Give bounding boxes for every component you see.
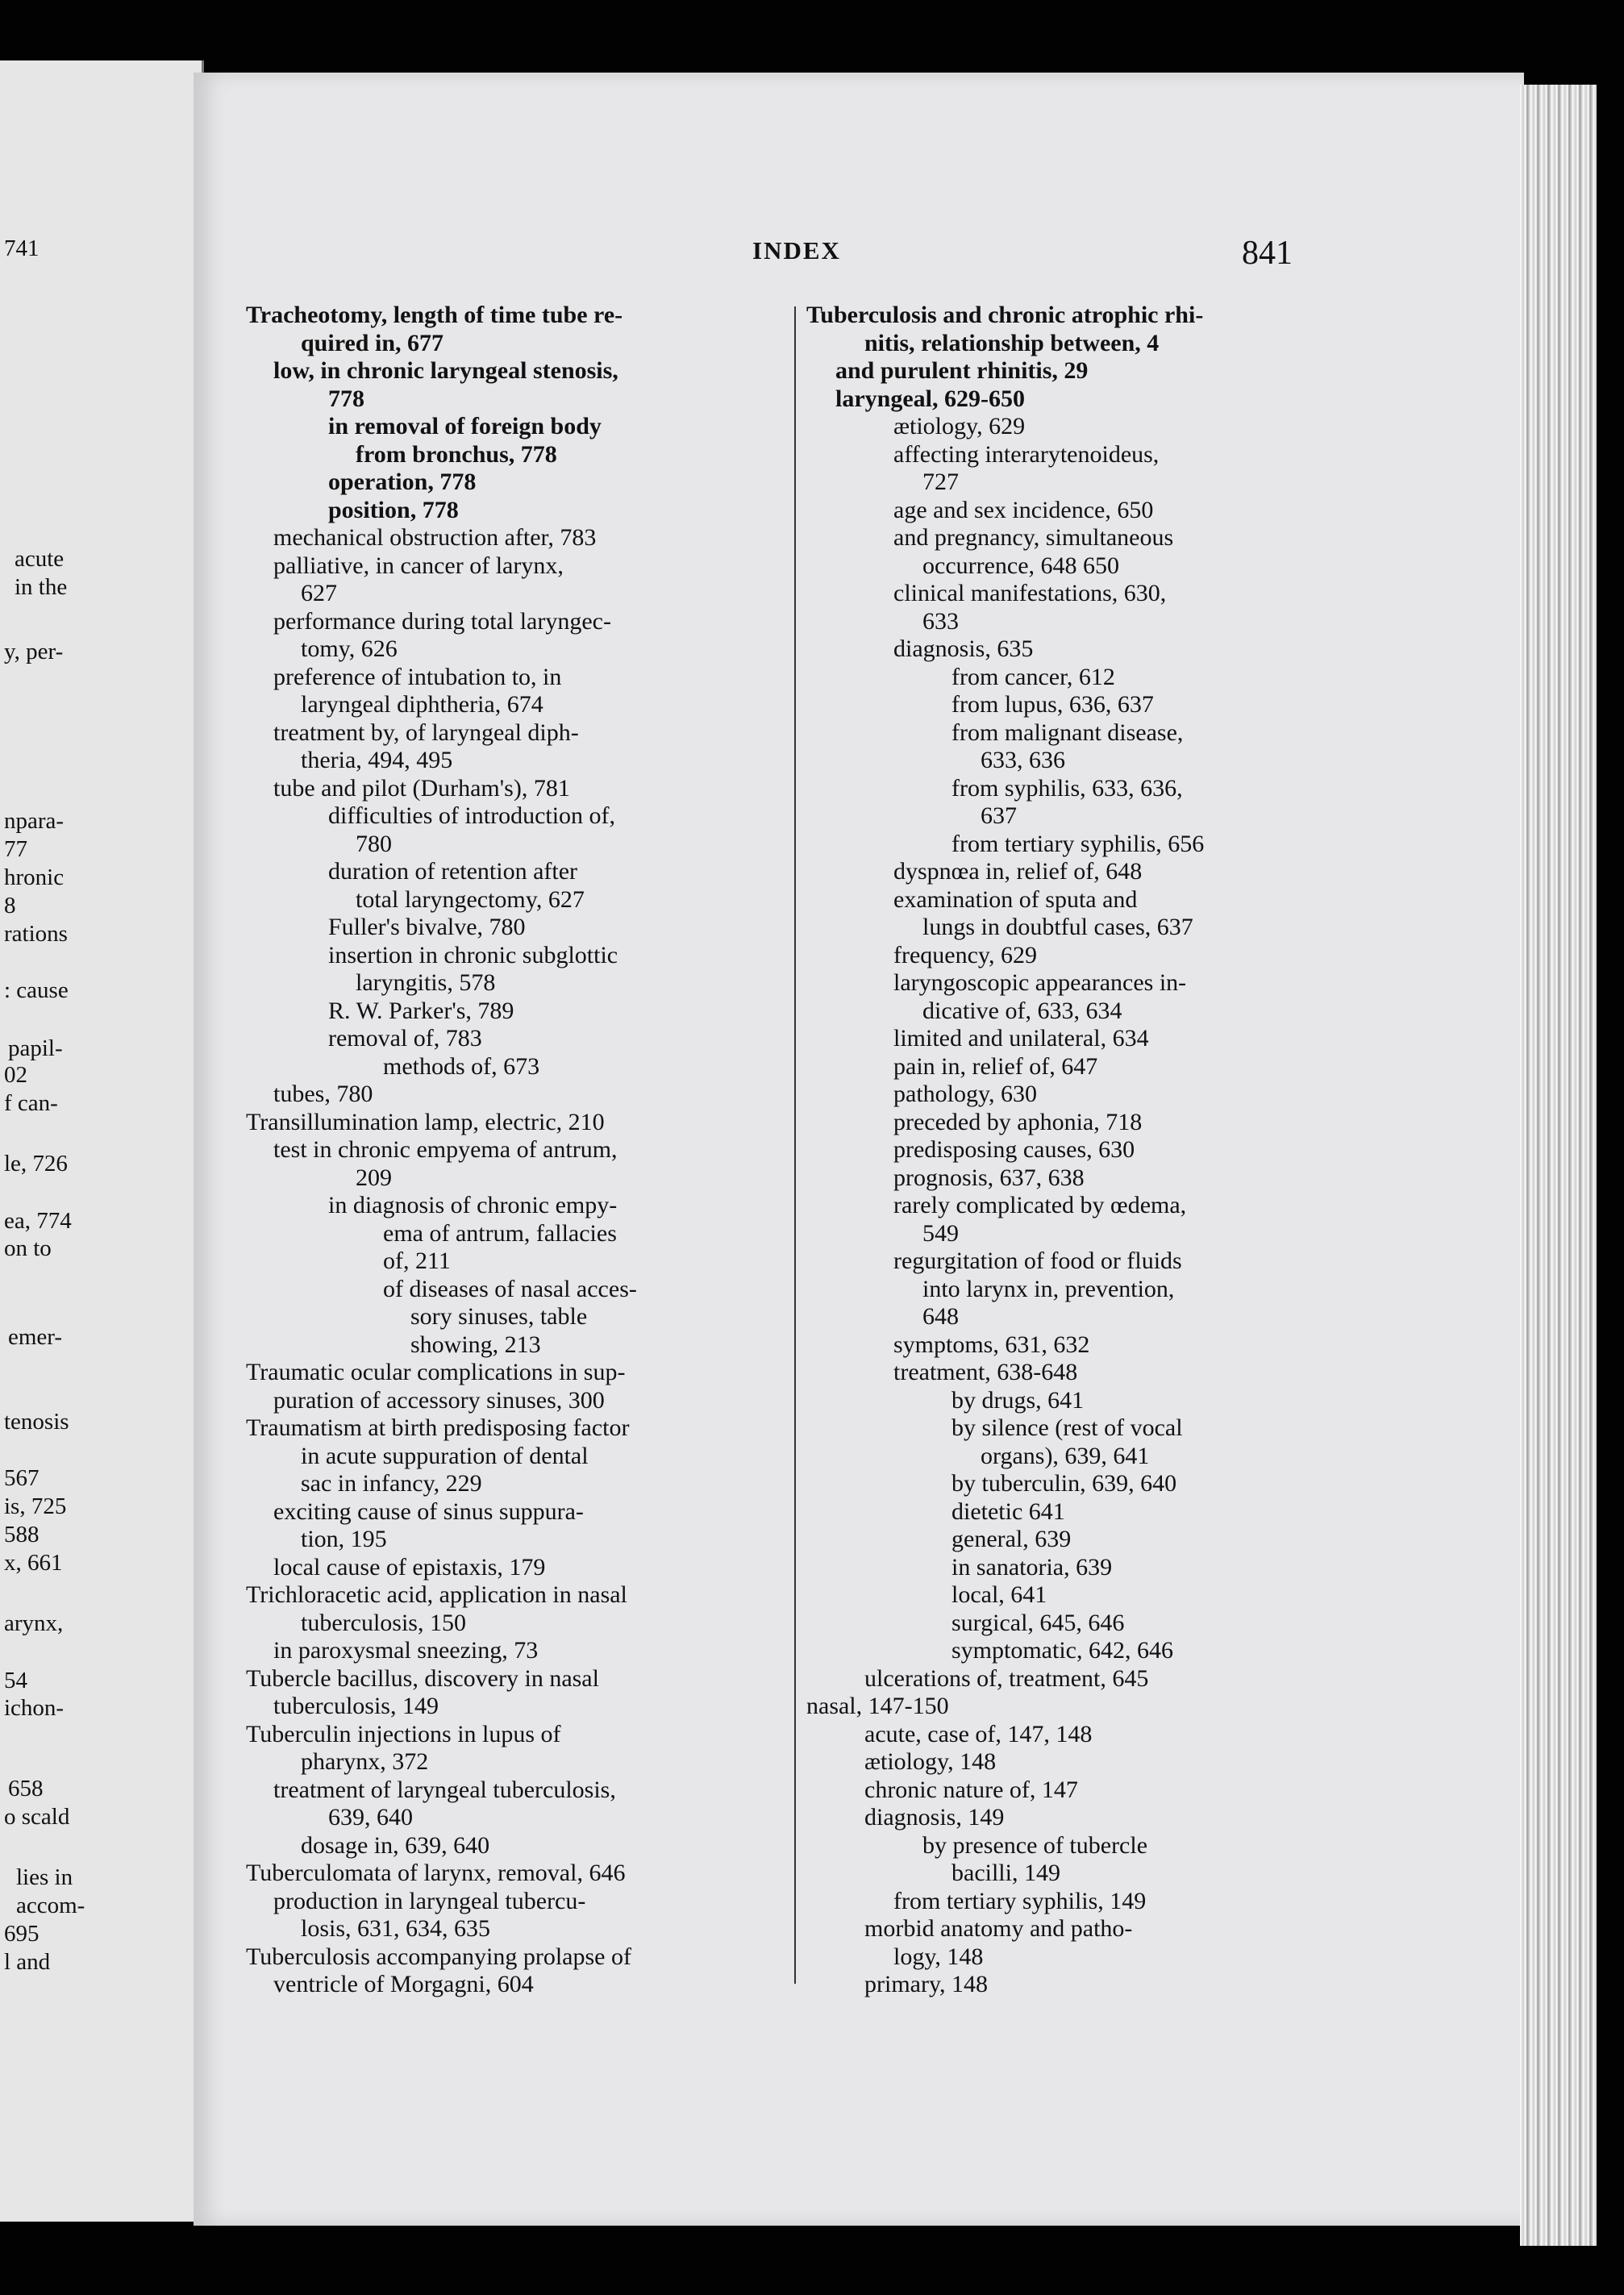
index-entry: local, 641 — [951, 1581, 1047, 1608]
index-entry: bacilli, 149 — [951, 1860, 1060, 1886]
page-edges — [1520, 85, 1597, 2246]
index-entry: duration of retention after — [328, 858, 578, 885]
running-head-title: INDEX — [752, 236, 841, 264]
facing-page-fragment: l and — [4, 1949, 51, 1975]
index-entry: 648 — [922, 1303, 959, 1330]
facing-page-fragment: on to — [4, 1235, 52, 1261]
index-entry: sac in infancy, 229 — [301, 1470, 482, 1497]
facing-page-fragment: y, per- — [4, 639, 64, 664]
index-entry: 633, 636 — [981, 747, 1065, 773]
index-entry: from lupus, 636, 637 — [951, 691, 1154, 718]
index-entry: clinical manifestations, 630, — [893, 580, 1167, 606]
index-entry: theria, 494, 495 — [301, 747, 453, 773]
index-entry: diagnosis, 635 — [893, 635, 1034, 662]
facing-page-fragment: acute — [15, 546, 65, 572]
index-entry: chronic nature of, 147 — [864, 1776, 1078, 1803]
index-entry: predisposing causes, 630 — [893, 1136, 1135, 1163]
index-entry: by tuberculin, 639, 640 — [951, 1470, 1177, 1497]
index-entry: limited and unilateral, 634 — [893, 1025, 1149, 1052]
index-entry: dyspnœa in, relief of, 648 — [893, 858, 1143, 885]
index-entry: from syphilis, 633, 636, — [951, 774, 1183, 802]
index-entry: Tuberculin injections in lupus of — [246, 1720, 561, 1747]
index-entry: diagnosis, 149 — [864, 1804, 1005, 1831]
index-entry: 633 — [922, 607, 959, 635]
facing-page-fragment: lies in — [16, 1864, 73, 1890]
index-entry: Tuberculosis accompanying prolapse of — [246, 1943, 631, 1970]
index-entry: prognosis, 637, 638 — [893, 1164, 1085, 1191]
facing-page-fragment: in the — [15, 574, 68, 600]
index-entry: pain in, relief of, 647 — [893, 1052, 1098, 1080]
index-entry: logy, 148 — [893, 1943, 984, 1970]
index-entry: ætiology, 629 — [893, 413, 1026, 439]
index-entry: difficulties of introduction of, — [328, 802, 616, 829]
index-entry: insertion in chronic subglottic — [328, 941, 618, 968]
index-entry: Tracheotomy, length of time tube re- — [246, 302, 623, 328]
facing-page-fragment: emer- — [8, 1324, 63, 1350]
facing-page-fragment: ea, 774 — [4, 1208, 72, 1234]
index-entry: pharynx, 372 — [301, 1748, 429, 1775]
facing-page-fragment: le, 726 — [4, 1151, 68, 1177]
facing-page-fragment: 695 — [4, 1921, 40, 1947]
index-entry: Traumatism at birth predisposing factor — [246, 1414, 630, 1441]
index-entry: frequency, 629 — [893, 941, 1037, 968]
index-entry: sory sinuses, table — [410, 1303, 588, 1330]
facing-page-fragment: 588 — [4, 1522, 40, 1547]
index-entry: lungs in doubtful cases, 637 — [922, 914, 1193, 940]
index-entry: position, 778 — [328, 496, 459, 523]
index-entry: Tuberculosis and chronic atrophic rhi- — [806, 302, 1204, 328]
index-entry: preceded by aphonia, 718 — [893, 1108, 1143, 1135]
index-entry: acute, case of, 147, 148 — [864, 1720, 1093, 1747]
index-entry: nasal, 147-150 — [806, 1693, 949, 1719]
facing-page-fragment: 658 — [8, 1776, 44, 1801]
index-entry: treatment by, of laryngeal diph- — [273, 718, 579, 746]
index-entry: performance during total laryngec- — [273, 607, 611, 635]
index-entry: symptomatic, 642, 646 — [951, 1637, 1173, 1664]
index-entry: treatment, 638-648 — [893, 1359, 1078, 1385]
facing-page-fragment: hronic — [4, 864, 65, 890]
index-entry: mechanical obstruction after, 783 — [273, 524, 597, 551]
index-entry: preference of intubation to, in — [273, 663, 562, 690]
facing-page-fragment: 741 — [4, 235, 40, 261]
facing-page — [0, 60, 204, 2222]
index-entry: palliative, in cancer of larynx, — [273, 552, 564, 579]
index-entry: Transillumination lamp, electric, 210 — [246, 1108, 605, 1135]
index-entry: laryngitis, 578 — [356, 969, 496, 996]
index-entry: 778 — [328, 385, 364, 412]
index-entry: from tertiary syphilis, 656 — [951, 830, 1205, 857]
index-entry: methods of, 673 — [383, 1052, 540, 1080]
index-entry: 780 — [356, 830, 392, 857]
facing-page-fragment: rations — [4, 921, 68, 947]
index-entry: production in laryngeal tubercu- — [273, 1887, 586, 1914]
index-entry: Fuller's bivalve, 780 — [328, 914, 526, 940]
index-entry: from tertiary syphilis, 149 — [893, 1887, 1147, 1914]
index-entry: ventricle of Morgagni, 604 — [273, 1971, 534, 1997]
index-entry: dicative of, 633, 634 — [922, 997, 1122, 1024]
facing-page-fragment: arynx, — [4, 1610, 64, 1636]
index-entry: dosage in, 639, 640 — [301, 1831, 490, 1859]
index-entry: Traumatic ocular complications in sup- — [246, 1359, 626, 1385]
facing-page-fragment: 02 — [4, 1062, 27, 1088]
index-entry: operation, 778 — [328, 469, 477, 495]
index-column-right — [806, 302, 1306, 1999]
index-entry: Tuberculomata of larynx, removal, 646 — [246, 1860, 626, 1886]
index-entry: removal of, 783 — [328, 1025, 482, 1052]
index-entry: general, 639 — [951, 1526, 1072, 1552]
facing-page-fragment: o scald — [4, 1804, 70, 1830]
index-entry: by silence (rest of vocal — [951, 1414, 1183, 1441]
facing-page-fragment: 8 — [4, 893, 16, 918]
index-entry: regurgitation of food or fluids — [893, 1247, 1182, 1274]
index-entry: symptoms, 631, 632 — [893, 1331, 1090, 1358]
index-entry: total laryngectomy, 627 — [356, 885, 585, 913]
index-entry: primary, 148 — [864, 1971, 989, 1997]
facing-page-fragment: is, 725 — [4, 1493, 67, 1519]
index-entry: of diseases of nasal acces- — [383, 1275, 637, 1302]
facing-page-fragment: 567 — [4, 1465, 40, 1491]
index-entry: in sanatoria, 639 — [951, 1553, 1113, 1581]
index-entry: from cancer, 612 — [951, 663, 1115, 690]
index-entry: from bronchus, 778 — [356, 440, 557, 468]
page-number: 841 — [1242, 235, 1293, 272]
facing-page-fragment: papil- — [8, 1035, 63, 1061]
facing-page-fragment: 77 — [4, 836, 27, 862]
facing-page-fragment: tenosis — [4, 1409, 69, 1435]
index-entry: rarely complicated by œdema, — [893, 1192, 1187, 1218]
index-entry: ulcerations of, treatment, 645 — [864, 1664, 1149, 1692]
column-divider — [794, 306, 796, 1984]
facing-page-fragment: 54 — [4, 1668, 27, 1693]
index-entry: 209 — [356, 1164, 392, 1191]
index-entry: 727 — [922, 469, 959, 495]
index-entry: tion, 195 — [301, 1526, 387, 1552]
index-entry: tubes, 780 — [273, 1081, 373, 1107]
index-entry: into larynx in, prevention, — [922, 1275, 1175, 1302]
index-entry: tuberculosis, 150 — [301, 1609, 466, 1636]
index-entry: R. W. Parker's, 789 — [328, 997, 514, 1024]
index-entry: local cause of epistaxis, 179 — [273, 1553, 546, 1581]
index-entry: pathology, 630 — [893, 1081, 1038, 1107]
index-entry: 637 — [981, 802, 1017, 829]
index-entry: in acute suppuration of dental — [301, 1442, 589, 1469]
index-entry: in paroxysmal sneezing, 73 — [273, 1637, 539, 1664]
index-entry: quired in, 677 — [301, 329, 443, 356]
index-entry: tomy, 626 — [301, 635, 398, 662]
index-entry: laryngeal diphtheria, 674 — [301, 691, 543, 718]
index-entry: and pregnancy, simultaneous — [893, 524, 1174, 551]
index-entry: organs), 639, 641 — [981, 1442, 1150, 1469]
index-entry: affecting interarytenoideus, — [893, 440, 1160, 468]
index-entry: exciting cause of sinus suppura- — [273, 1497, 584, 1525]
index-entry: and purulent rhinitis, 29 — [835, 357, 1089, 384]
facing-page-fragment: npara- — [4, 808, 65, 834]
index-entry: nitis, relationship between, 4 — [864, 329, 1160, 356]
index-entry: by presence of tubercle — [922, 1831, 1148, 1859]
index-entry: in removal of foreign body — [328, 413, 602, 439]
index-entry: treatment of laryngeal tuberculosis, — [273, 1776, 616, 1803]
index-entry: age and sex incidence, 650 — [893, 496, 1154, 523]
index-entry: 639, 640 — [328, 1804, 413, 1831]
index-entry: test in chronic empyema of antrum, — [273, 1136, 618, 1163]
index-entry: Trichloracetic acid, application in nasal — [246, 1581, 627, 1608]
index-entry: 549 — [922, 1219, 959, 1247]
index-column-left — [246, 302, 782, 1999]
facing-page-fragment: accom- — [16, 1893, 85, 1918]
index-entry: by drugs, 641 — [951, 1386, 1085, 1414]
index-entry: tuberculosis, 149 — [273, 1693, 439, 1719]
index-entry: examination of sputa and — [893, 885, 1138, 913]
index-entry: ætiology, 148 — [864, 1748, 997, 1775]
index-entry: surgical, 645, 646 — [951, 1609, 1125, 1636]
index-entry: dietetic 641 — [951, 1497, 1065, 1525]
index-entry: puration of accessory sinuses, 300 — [273, 1386, 605, 1414]
index-entry: low, in chronic laryngeal stenosis, — [273, 357, 618, 384]
index-entry: 627 — [301, 580, 337, 606]
index-entry: showing, 213 — [410, 1331, 541, 1358]
index-entry: ema of antrum, fallacies — [383, 1219, 617, 1247]
index-entry: laryngoscopic appearances in- — [893, 969, 1187, 996]
facing-page-fragment: f can- — [4, 1090, 58, 1116]
facing-page-fragment: : cause — [4, 977, 69, 1003]
facing-page-fragment: ichon- — [4, 1695, 65, 1721]
index-entry: tube and pilot (Durham's), 781 — [273, 774, 570, 802]
index-entry: morbid anatomy and patho- — [864, 1915, 1133, 1942]
index-entry: laryngeal, 629-650 — [835, 385, 1025, 412]
index-entry: occurrence, 648 650 — [922, 552, 1120, 579]
index-entry: from malignant disease, — [951, 718, 1184, 746]
index-entry: of, 211 — [383, 1247, 451, 1274]
index-entry: in diagnosis of chronic empy- — [328, 1192, 618, 1218]
index-entry: losis, 631, 634, 635 — [301, 1915, 491, 1942]
index-entry: Tubercle bacillus, discovery in nasal — [246, 1664, 599, 1692]
facing-page-fragment: x, 661 — [4, 1550, 63, 1576]
